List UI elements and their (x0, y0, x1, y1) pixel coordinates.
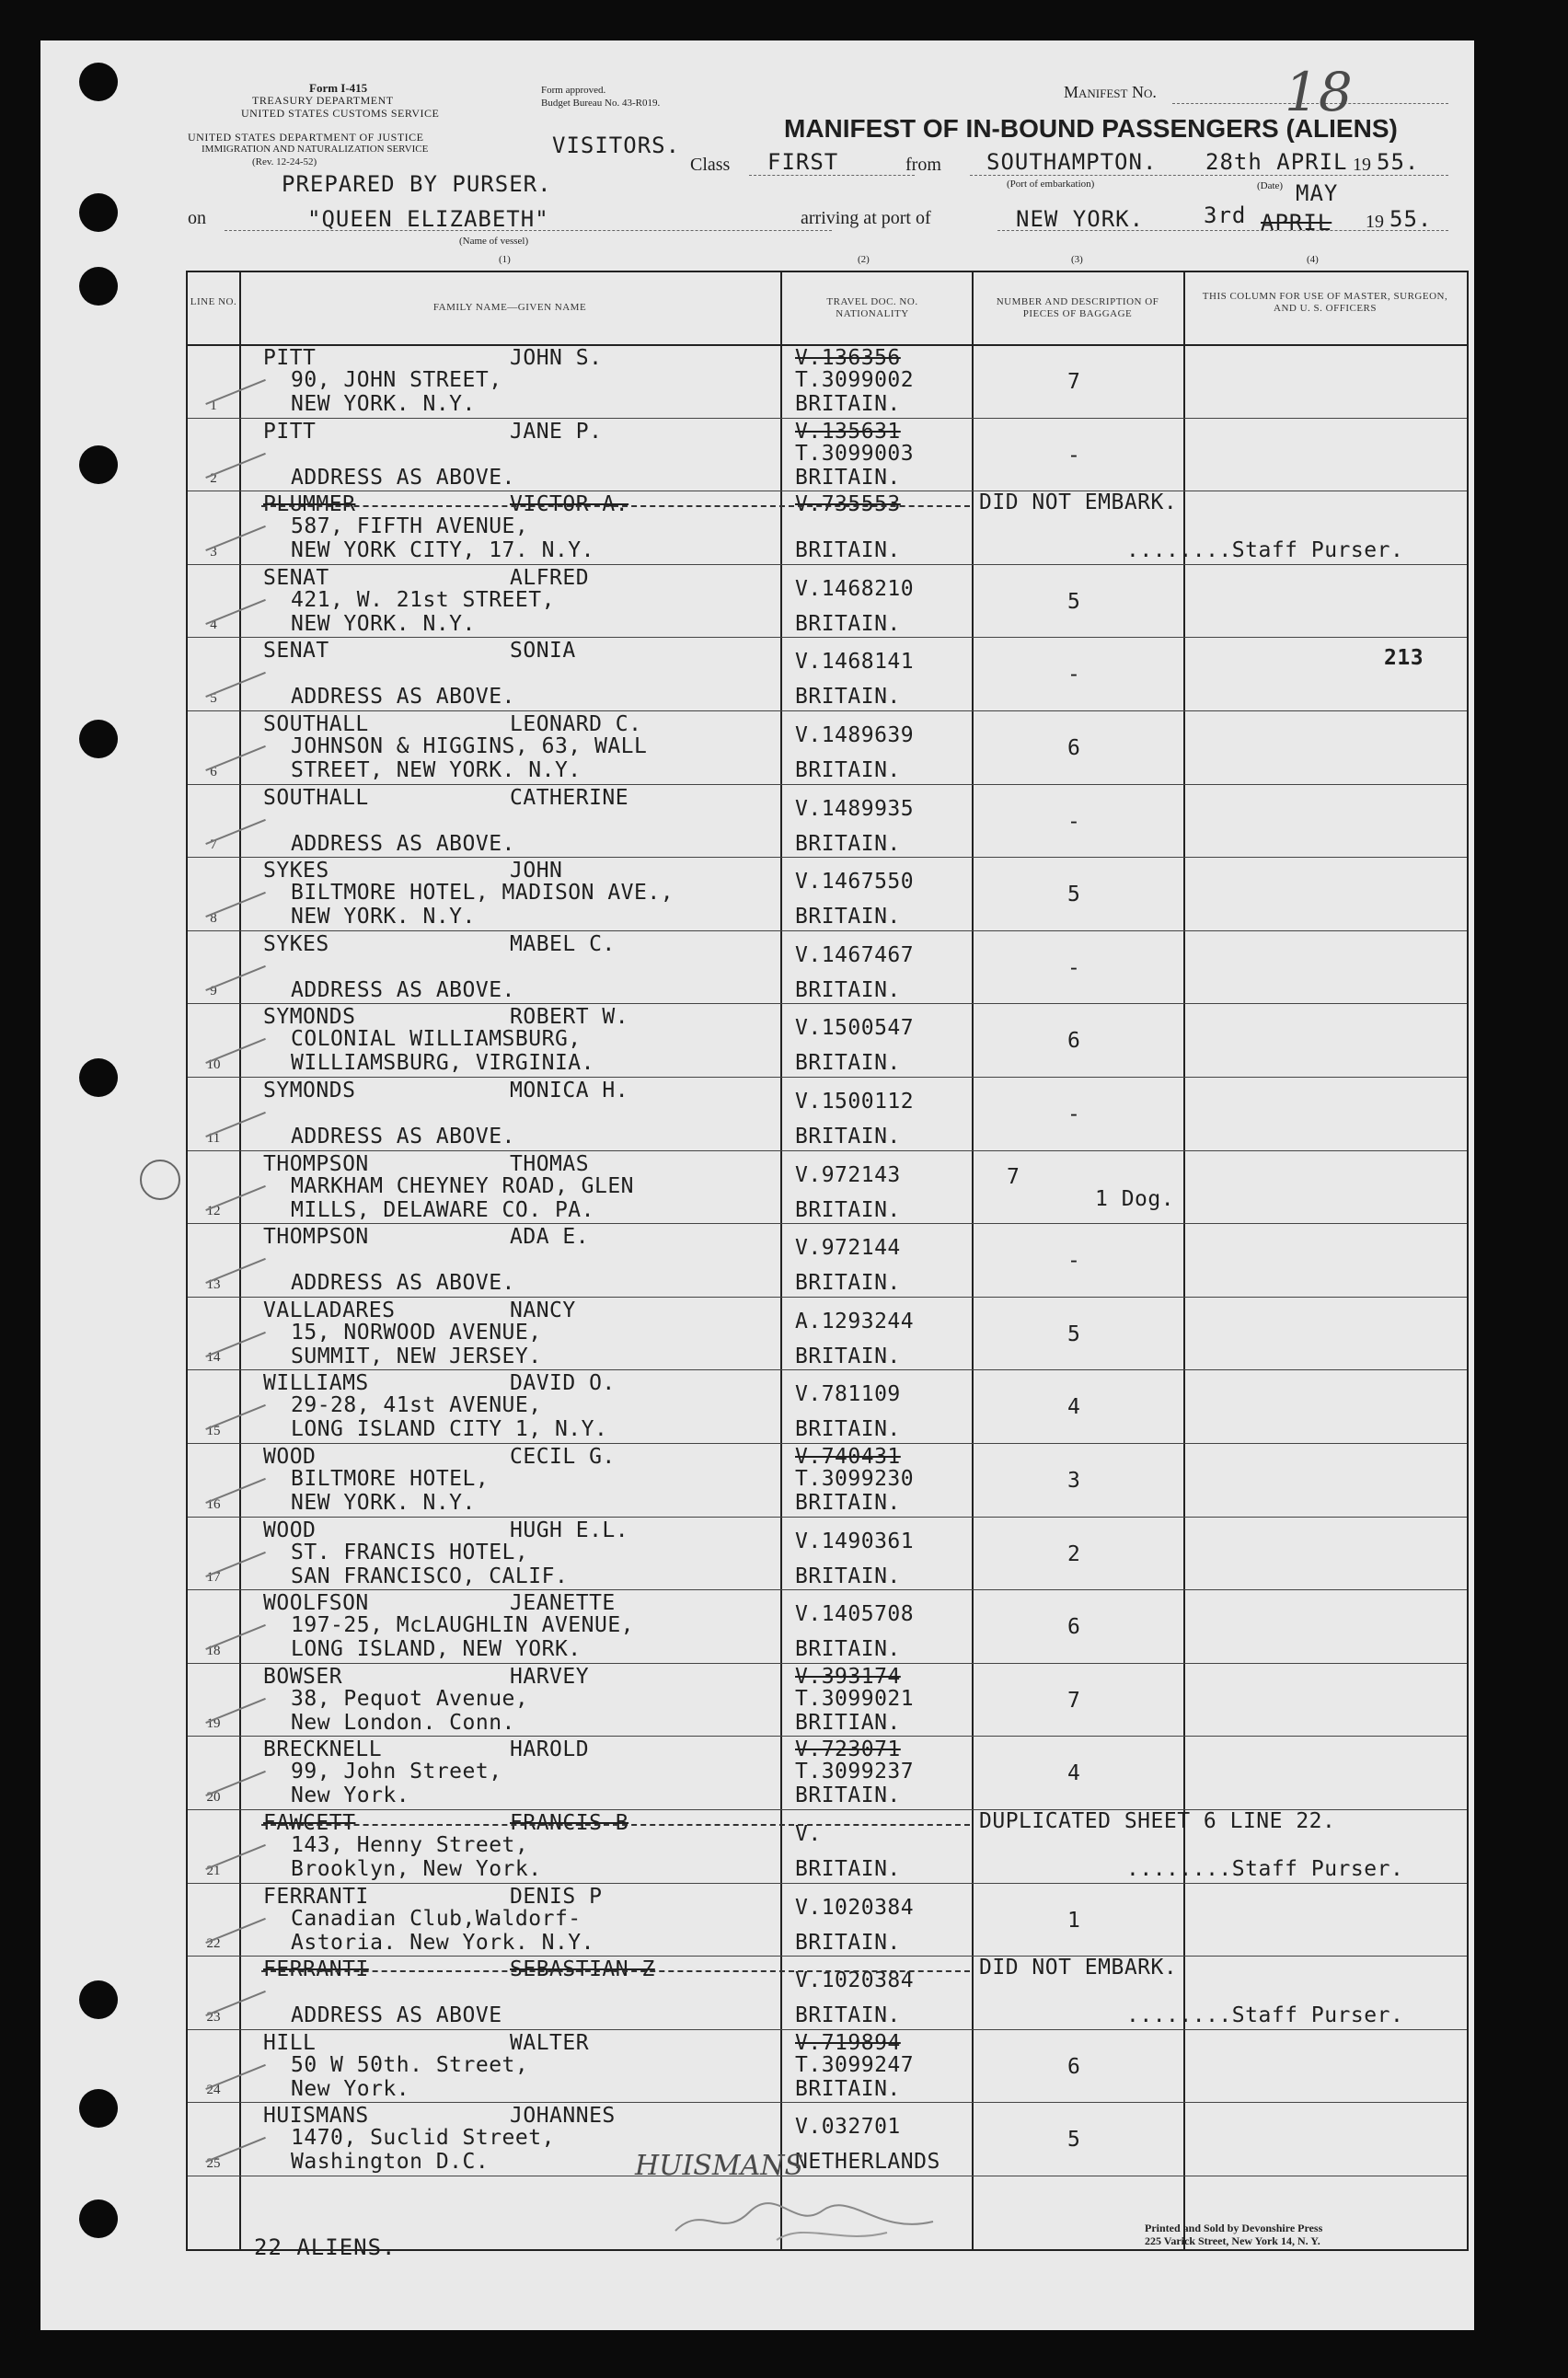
travel-doc-struck: V.740431 (795, 1445, 901, 1469)
manifest-title: MANIFEST OF IN-BOUND PASSENGERS (ALIENS) (784, 114, 1398, 143)
embark-year: 55. (1377, 149, 1420, 175)
address-line-1: 50 W 50th. Street, (291, 2052, 529, 2077)
given-name: CATHERINE (510, 785, 629, 810)
line-number: 14 (206, 1350, 221, 1366)
baggage-count: 6 (1067, 736, 1081, 760)
address-line-1: 15, NORWOOD AVENUE, (291, 1320, 542, 1345)
baggage-note: DUPLICATED SHEET 6 LINE 22. (979, 1809, 1336, 1833)
family-name: HILL (263, 2030, 317, 2055)
class-label: Class (690, 155, 731, 175)
travel-doc-number: T.3099021 (795, 1686, 915, 1711)
nationality: BRITAIN. (795, 1491, 901, 1515)
address-line-1: JOHNSON & HIGGINS, 63, WALL (291, 734, 648, 758)
travel-doc-number: V.032701 (795, 2115, 901, 2140)
punch-hole (79, 63, 118, 101)
family-name: SYMONDS (263, 1005, 356, 1030)
baggage-count: 4 (1067, 1761, 1081, 1786)
given-name: VICTOR A. (510, 492, 629, 517)
table-row (188, 1663, 1467, 1737)
baggage-count: - (1067, 443, 1081, 468)
line-number: 20 (206, 1789, 221, 1805)
address-line-2: New London. Conn. (291, 1710, 515, 1735)
baggage-count: 7 (1007, 1164, 1020, 1189)
address-line-2: NEW YORK CITY, 17. N.Y. (291, 538, 594, 563)
line-number: 12 (206, 1204, 221, 1219)
table-row (188, 1003, 1467, 1078)
given-name: WALTER (510, 2030, 590, 2055)
form-number: Form I-415 (309, 81, 368, 95)
family-name: THOMPSON (263, 1151, 369, 1176)
line-number: 13 (206, 1276, 221, 1292)
address-line-1: 29-28, 41st AVENUE, (291, 1393, 542, 1418)
nationality: BRITAIN. (795, 1051, 901, 1076)
family-name: SYKES (263, 859, 329, 883)
table-row (188, 930, 1467, 1005)
nationality: BRITAIN. (795, 1125, 901, 1149)
family-name: WOOD (263, 1445, 317, 1469)
table-row (188, 1589, 1467, 1664)
punch-hole (79, 267, 118, 306)
family-name: FERRANTI (263, 1957, 369, 1982)
given-name: SEBASTIAN Z (510, 1957, 655, 1982)
travel-doc-number: V.1489639 (795, 723, 915, 747)
budget-bureau: Budget Bureau No. 43-R019. (541, 98, 661, 109)
arrival-year: 55. (1389, 206, 1433, 232)
nationality: BRITAIN. (795, 1637, 901, 1662)
baggage-count: 2 (1067, 1541, 1081, 1566)
officer-note: 213 (1384, 646, 1424, 671)
address-line-1: 143, Henny Street, (291, 1833, 529, 1857)
col-num-2: (2) (858, 254, 870, 265)
line-number: 19 (206, 1716, 221, 1732)
nationality: BRITAIN. (795, 1344, 901, 1368)
given-name: NANCY (510, 1298, 576, 1322)
table-row (188, 2102, 1467, 2176)
nationality: BRITAIN. (795, 538, 901, 563)
travel-doc-number: V.1468210 (795, 576, 915, 601)
address-line-1: 99, John Street, (291, 1760, 502, 1784)
address-line-1: COLONIAL WILLIAMSBURG, (291, 1027, 582, 1052)
family-name: SENAT (263, 565, 329, 590)
travel-doc-number: V.1020384 (795, 1895, 915, 1920)
given-name: JEANETTE (510, 1591, 616, 1616)
table-row (188, 710, 1467, 785)
given-name: JANE P. (510, 419, 603, 444)
given-name: HUGH E.L. (510, 1518, 629, 1542)
form-approved: Form approved. (541, 85, 606, 96)
visitors-label: VISITORS. (552, 133, 681, 158)
year-prefix-2: 19 (1366, 212, 1384, 232)
col-header-name: FAMILY NAME—GIVEN NAME (432, 302, 587, 313)
travel-doc-struck: V.135631 (795, 419, 901, 444)
nationality: NETHERLANDS (795, 2150, 940, 2175)
baggage-count: 5 (1067, 589, 1081, 614)
nationality: BRITAIN. (795, 1197, 901, 1222)
baggage-count: 6 (1067, 1615, 1081, 1640)
given-name: ALFRED (510, 565, 590, 590)
travel-doc-number: V.1468141 (795, 650, 915, 675)
line-number: 15 (206, 1423, 221, 1438)
table-row (188, 1077, 1467, 1151)
line-number: 8 (210, 910, 217, 926)
address-line-1: Canadian Club,Waldorf- (291, 1906, 582, 1931)
nationality: BRITAIN. (795, 758, 901, 782)
table-row (188, 1297, 1467, 1371)
table-row (188, 1150, 1467, 1225)
line-number: 2 (210, 471, 217, 487)
given-name: MABEL C. (510, 931, 616, 956)
signature (666, 2194, 942, 2249)
manifest-no-label: Manifest No. (1064, 83, 1157, 101)
line-number: 5 (210, 690, 217, 706)
travel-doc-number: V.781109 (795, 1382, 901, 1407)
address-line-2: LONG ISLAND, NEW YORK. (291, 1637, 582, 1662)
travel-doc-number: T.3099002 (795, 368, 915, 392)
nationality: BRITAIN. (795, 465, 901, 490)
table-row (188, 1956, 1467, 2030)
baggage-count: 1 (1067, 1908, 1081, 1933)
travel-doc-number: V.1020384 (795, 1968, 915, 1993)
table-row (188, 1736, 1467, 1810)
table-row (188, 1517, 1467, 1591)
address-line-2: ADDRESS AS ABOVE. (291, 1125, 515, 1149)
class-value: FIRST (767, 149, 839, 175)
punch-hole (79, 720, 118, 758)
travel-doc-number: V.1500547 (795, 1016, 915, 1041)
nationality: BRITAIN. (795, 1857, 901, 1881)
line-number: 9 (210, 984, 217, 999)
from-label: from (905, 155, 941, 175)
line-number: 6 (210, 764, 217, 779)
printer-line-1: Printed and Sold by Devonshire Press (1145, 2222, 1323, 2234)
travel-doc-number: V. (795, 1822, 822, 1846)
given-name: CECIL G. (510, 1445, 616, 1469)
address-line-1: 197-25, McLAUGHLIN AVENUE, (291, 1613, 635, 1638)
baggage-count: 6 (1067, 2054, 1081, 2079)
date-caption: (Date) (1257, 180, 1284, 191)
address-line-2: ADDRESS AS ABOVE. (291, 685, 515, 710)
baggage-note: DID NOT EMBARK. (979, 1956, 1178, 1980)
table-row (188, 784, 1467, 859)
address-line-1: MARKHAM CHEYNEY ROAD, GLEN (291, 1173, 635, 1198)
embark-port: SOUTHAMPTON. (986, 149, 1158, 175)
travel-doc-number: T.3099237 (795, 1760, 915, 1784)
family-name: BRECKNELL (263, 1737, 383, 1762)
immigration-service: IMMIGRATION AND NATURALIZATION SERVICE (202, 144, 429, 155)
family-name: VALLADARES (263, 1298, 396, 1322)
manifest-page (40, 40, 1474, 2330)
address-line-2: Brooklyn, New York. (291, 1857, 542, 1881)
family-name: SENAT (263, 639, 329, 664)
table-row (188, 418, 1467, 492)
given-name: DAVID O. (510, 1371, 616, 1396)
given-name: JOHANNES (510, 2104, 616, 2129)
nationality: BRITAIN. (795, 905, 901, 929)
baggage-count: - (1067, 1102, 1081, 1126)
family-name: SOUTHALL (263, 712, 369, 736)
circled-mark (140, 1160, 180, 1200)
given-name: ROBERT W. (510, 1005, 629, 1030)
line-number: 23 (206, 2009, 221, 2025)
baggage-count: 5 (1067, 883, 1081, 907)
given-name: LEONARD C. (510, 712, 642, 736)
travel-doc-number: V.1490361 (795, 1529, 915, 1553)
line-number: 24 (206, 2083, 221, 2098)
travel-doc-struck: V.735553 (795, 492, 901, 517)
baggage-description: 1 Dog. (1095, 1186, 1175, 1211)
baggage-count: - (1067, 955, 1081, 980)
strike-line (261, 1824, 970, 1826)
arrival-day: 3rd (1204, 202, 1247, 228)
nationality: BRITAIN. (795, 392, 901, 416)
given-name: MONICA H. (510, 1079, 629, 1102)
line-number: 7 (210, 837, 217, 853)
nationality: BRITAIN. (795, 1417, 901, 1442)
nationality: BRITAIN. (795, 611, 901, 636)
embark-date: 28th APRIL (1205, 149, 1348, 175)
year-prefix: 19 (1353, 155, 1371, 175)
given-name: FRANCIS B (510, 1811, 629, 1835)
table-row (188, 857, 1467, 931)
family-name: SYKES (263, 931, 329, 956)
family-name: WOOD (263, 1518, 317, 1542)
line-number: 16 (206, 1496, 221, 1512)
punch-hole (79, 445, 118, 484)
travel-doc-number: V.1500112 (795, 1090, 915, 1114)
travel-doc-number: V.972143 (795, 1162, 901, 1187)
baggage-count: - (1067, 1249, 1081, 1274)
baggage-count: 7 (1067, 1688, 1081, 1713)
address-line-2: Astoria. New York. N.Y. (291, 1930, 594, 1955)
table-row (188, 564, 1467, 639)
address-line-2: SAN FRANCISCO, CALIF. (291, 1564, 569, 1588)
nationality: BRITAIN. (795, 685, 901, 710)
baggage-count: 4 (1067, 1395, 1081, 1420)
nationality: BRITAIN. (795, 1930, 901, 1955)
justice-dept: UNITED STATES DEPARTMENT OF JUSTICE (188, 131, 424, 144)
family-name: PLUMMER (263, 492, 356, 517)
purser-note: ........Staff Purser. (1126, 2003, 1404, 2028)
family-name: SYMONDS (263, 1079, 356, 1102)
family-name: PITT (263, 419, 317, 444)
address-line-2: WILLIAMSBURG, VIRGINIA. (291, 1051, 594, 1076)
line-number: 17 (206, 1570, 221, 1586)
address-line-2: ADDRESS AS ABOVE. (291, 831, 515, 856)
address-line-2: SUMMIT, NEW JERSEY. (291, 1344, 542, 1368)
col-num-3: (3) (1071, 254, 1083, 265)
address-line-1: 38, Pequot Avenue, (291, 1686, 529, 1711)
baggage-count: 6 (1067, 1029, 1081, 1054)
given-name: HAROLD (510, 1737, 590, 1762)
nationality: BRITAIN. (795, 2003, 901, 2028)
address-line-1: 421, W. 21st STREET, (291, 587, 555, 612)
manifest-number: 18 (1285, 61, 1353, 123)
line-number: 22 (206, 1936, 221, 1952)
travel-doc-number: T.3099230 (795, 1467, 915, 1491)
col-header-baggage: NUMBER AND DESCRIPTION OF PIECES OF BAGGAGE (996, 296, 1159, 319)
purser-note: ........Staff Purser. (1126, 1857, 1404, 1881)
baggage-count: 7 (1067, 370, 1081, 394)
line-number: 3 (210, 544, 217, 560)
travel-doc-struck: V.393174 (795, 1664, 901, 1689)
address-line-2: NEW YORK. N.Y. (291, 392, 476, 416)
family-name: FERRANTI (263, 1884, 369, 1909)
address-line-1: 587, FIFTH AVENUE, (291, 514, 529, 539)
given-name: JOHN S. (510, 346, 603, 370)
family-name: WOOLFSON (263, 1591, 369, 1616)
purser-note: ........Staff Purser. (1126, 538, 1404, 563)
table-row (188, 1443, 1467, 1518)
nationality: BRITAIN. (795, 1271, 901, 1296)
given-name: DENIS P (510, 1884, 603, 1909)
family-name: THOMPSON (263, 1225, 369, 1250)
address-line-1: BILTMORE HOTEL, MADISON AVE., (291, 881, 674, 906)
baggage-count: - (1067, 809, 1081, 834)
travel-doc-struck: V.719894 (795, 2030, 901, 2055)
punch-hole (79, 2199, 118, 2238)
given-name: HARVEY (510, 1664, 590, 1689)
family-name: SOUTHALL (263, 785, 369, 810)
address-line-2: NEW YORK. N.Y. (291, 905, 476, 929)
col-num-1: (1) (499, 254, 511, 265)
travel-doc-number: V.1467467 (795, 942, 915, 967)
baggage-count: 5 (1067, 1322, 1081, 1346)
nationality: BRITIAN. (795, 1710, 901, 1735)
address-line-2: NEW YORK. N.Y. (291, 1491, 476, 1515)
family-name: FAWCETT (263, 1811, 356, 1835)
col-num-4: (4) (1307, 254, 1319, 265)
address-line-1: BILTMORE HOTEL, (291, 1467, 490, 1491)
address-line-2: ADDRESS AS ABOVE. (291, 1271, 515, 1296)
family-name: BOWSER (263, 1664, 343, 1689)
table-row (188, 1809, 1467, 1884)
col-header-line: LINE NO. (190, 296, 237, 307)
address-line-2: NEW YORK. N.Y. (291, 611, 476, 636)
family-name: HUISMANS (263, 2104, 369, 2129)
treasury-dept: TREASURY DEPARTMENT (252, 94, 394, 107)
punch-hole (79, 1980, 118, 2019)
travel-doc-number: V.972144 (795, 1236, 901, 1261)
col-header-travel: TRAVEL DOC. NO. NATIONALITY (826, 296, 918, 319)
given-name: SONIA (510, 639, 576, 664)
address-line-2: STREET, NEW YORK. N.Y. (291, 758, 582, 782)
vessel-name: "QUEEN ELIZABETH" (307, 206, 549, 232)
line-number: 1 (210, 398, 217, 413)
table-row (188, 491, 1467, 565)
aliens-count: 22 ALIENS. (254, 2234, 397, 2260)
line-number: 21 (206, 1863, 221, 1878)
table-row (188, 1369, 1467, 1444)
travel-doc-struck: V.136356 (795, 346, 901, 370)
travel-doc-number: V.1489935 (795, 796, 915, 821)
nationality: BRITAIN. (795, 831, 901, 856)
baggage-count: - (1067, 663, 1081, 687)
family-name: PITT (263, 346, 317, 370)
given-name: ADA E. (510, 1225, 590, 1250)
address-line-2: ADDRESS AS ABOVE (291, 2003, 502, 2028)
travel-doc-number: T.3099003 (795, 441, 915, 466)
revision-date: (Rev. 12-24-52) (252, 156, 317, 167)
punch-hole (79, 193, 118, 232)
embark-caption: (Port of embarkation) (1007, 179, 1095, 190)
address-line-1: 90, JOHN STREET, (291, 368, 502, 392)
family-name: WILLIAMS (263, 1371, 369, 1396)
travel-doc-number: V.1405708 (795, 1602, 915, 1627)
line-number: 25 (206, 2155, 221, 2171)
address-line-2: LONG ISLAND CITY 1, N.Y. (291, 1417, 608, 1442)
line-number: 4 (210, 618, 217, 633)
given-name: JOHN (510, 859, 563, 883)
arrival-port: NEW YORK. (1016, 206, 1145, 232)
address-line-2: New York. (291, 2076, 410, 2101)
travel-doc-struck: V.723071 (795, 1737, 901, 1762)
strike-line (261, 1970, 970, 1972)
travel-doc-number: V.1467550 (795, 870, 915, 895)
nationality: BRITAIN. (795, 1564, 901, 1588)
table-row (188, 2029, 1467, 2104)
given-name: THOMAS (510, 1151, 590, 1176)
address-line-2: MILLS, DELAWARE CO. PA. (291, 1197, 594, 1222)
line-number: 11 (206, 1130, 221, 1146)
address-line-2: New York. (291, 1784, 410, 1808)
on-label: on (188, 208, 206, 228)
nationality: BRITAIN. (795, 977, 901, 1002)
address-line-1: ST. FRANCIS HOTEL, (291, 1540, 529, 1564)
punch-hole (79, 1058, 118, 1097)
handwritten-correction-huismans: HUISMANS (635, 2150, 804, 2182)
punch-hole (79, 2089, 118, 2128)
address-line-1: 1470, Suclid Street, (291, 2126, 555, 2151)
table-row (188, 1883, 1467, 1957)
baggage-count: 5 (1067, 2128, 1081, 2153)
address-line-2: ADDRESS AS ABOVE. (291, 977, 515, 1002)
table-row (188, 637, 1467, 711)
line-number: 10 (206, 1056, 221, 1072)
vessel-caption: (Name of vessel) (459, 236, 529, 247)
customs-service: UNITED STATES CUSTOMS SERVICE (241, 107, 440, 120)
baggage-note: DID NOT EMBARK. (979, 491, 1178, 515)
passenger-table (186, 271, 1469, 2251)
line-number: 18 (206, 1643, 221, 1658)
strike-line (261, 505, 970, 507)
nationality: BRITAIN. (795, 1784, 901, 1808)
travel-doc-number: T.3099247 (795, 2052, 915, 2077)
table-row (188, 344, 1467, 419)
table-row (188, 1223, 1467, 1298)
prepared-by: PREPARED BY PURSER. (282, 171, 552, 197)
arrival-month: MAY (1296, 180, 1339, 206)
travel-doc-number: A.1293244 (795, 1309, 915, 1333)
col-header-officers: THIS COLUMN FOR USE OF MASTER, SURGEON, AND U. S. OFFICERS (1202, 291, 1448, 314)
nationality: BRITAIN. (795, 2076, 901, 2101)
baggage-count: 3 (1067, 1469, 1081, 1493)
printer-line-2: 225 Varick Street, New York 14, N. Y. (1145, 2234, 1320, 2247)
address-line-2: Washington D.C. (291, 2150, 490, 2175)
address-line-2: ADDRESS AS ABOVE. (291, 465, 515, 490)
arrival-month-struck: APRIL (1261, 210, 1332, 236)
arriving-label: arriving at port of (801, 208, 931, 228)
